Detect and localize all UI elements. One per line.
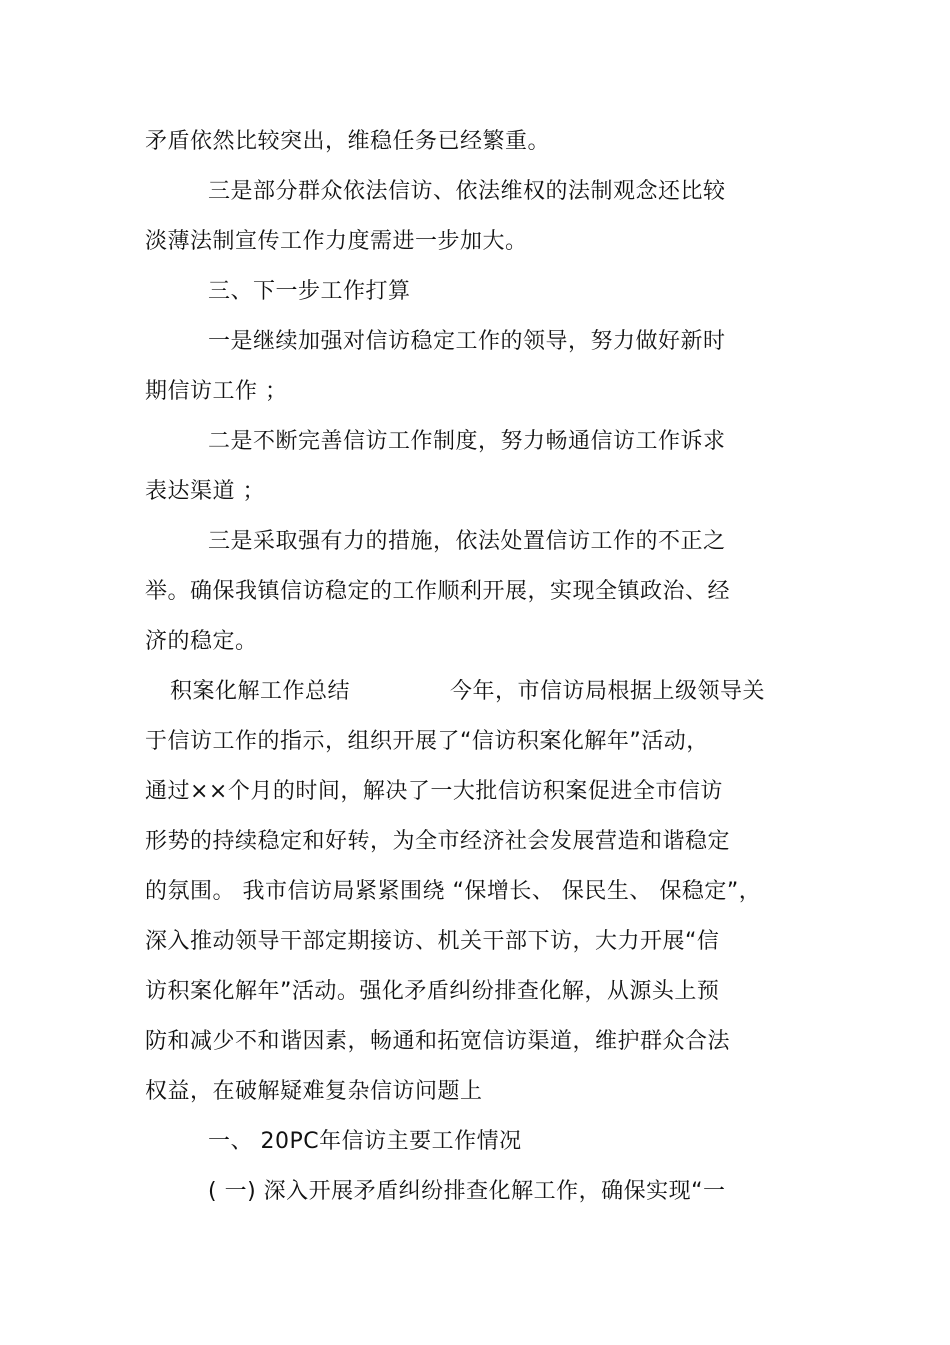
text-line: 深入推动领导干部定期接访、机关干部下访，大力开展“信 [145, 929, 720, 954]
text-line: 淡薄法制宣传工作力度需进一步加大。 [145, 229, 528, 254]
article-title: 积案化解工作总结 [170, 679, 351, 704]
text-line: 于信访工作的指示，组织开展了“信访积案化解年”活动， [145, 729, 709, 754]
text-line: 举。确保我镇信访稳定的工作顺利开展，实现全镇政治、经 [145, 579, 731, 604]
section-heading: 一、 20PC年信访主要工作情况 [208, 1129, 522, 1154]
text-line: 表达渠道 ； [145, 479, 265, 504]
text-line: 济的稳定。 [145, 629, 258, 654]
subsection-heading: ( 一) 深入开展矛盾纠纷排查化解工作，确保实现“一 [208, 1179, 726, 1204]
text-line: 形势的持续稳定和好转，为全市经济社会发展营造和谐稳定 [145, 829, 731, 854]
text-line: 期信访工作 ； [145, 379, 288, 404]
text-line: 访积案化解年”活动。强化矛盾纠纷排查化解，从源头上预 [145, 979, 720, 1004]
text-line: 矛盾依然比较突出，维稳任务已经繁重。 [145, 129, 551, 154]
text-line: 三是采取强有力的措施，依法处置信访工作的不正之 [208, 529, 726, 554]
text-line: 防和减少不和谐因素，畅通和拓宽信访渠道，维护群众合法 [145, 1029, 731, 1054]
section-heading: 三、下一步工作打算 [208, 279, 411, 304]
text-line: 今年，市信访局根据上级领导关 [450, 679, 766, 704]
text-line: 的氛围。 我市信访局紧紧围绕 “保增长、 保民生、 保稳定”， [145, 879, 762, 904]
text-line: 权益，在破解疑难复杂信访问题上 [145, 1079, 483, 1104]
text-line: 三是部分群众依法信访、依法维权的法制观念还比较 [208, 179, 726, 204]
text-line: 一是继续加强对信访稳定工作的领导，努力做好新时 [208, 329, 726, 354]
text-line: 二是不断完善信访工作制度，努力畅通信访工作诉求 [208, 429, 726, 454]
text-line: 通过××个月的时间，解决了一大批信访积案促进全市信访 [145, 779, 723, 804]
